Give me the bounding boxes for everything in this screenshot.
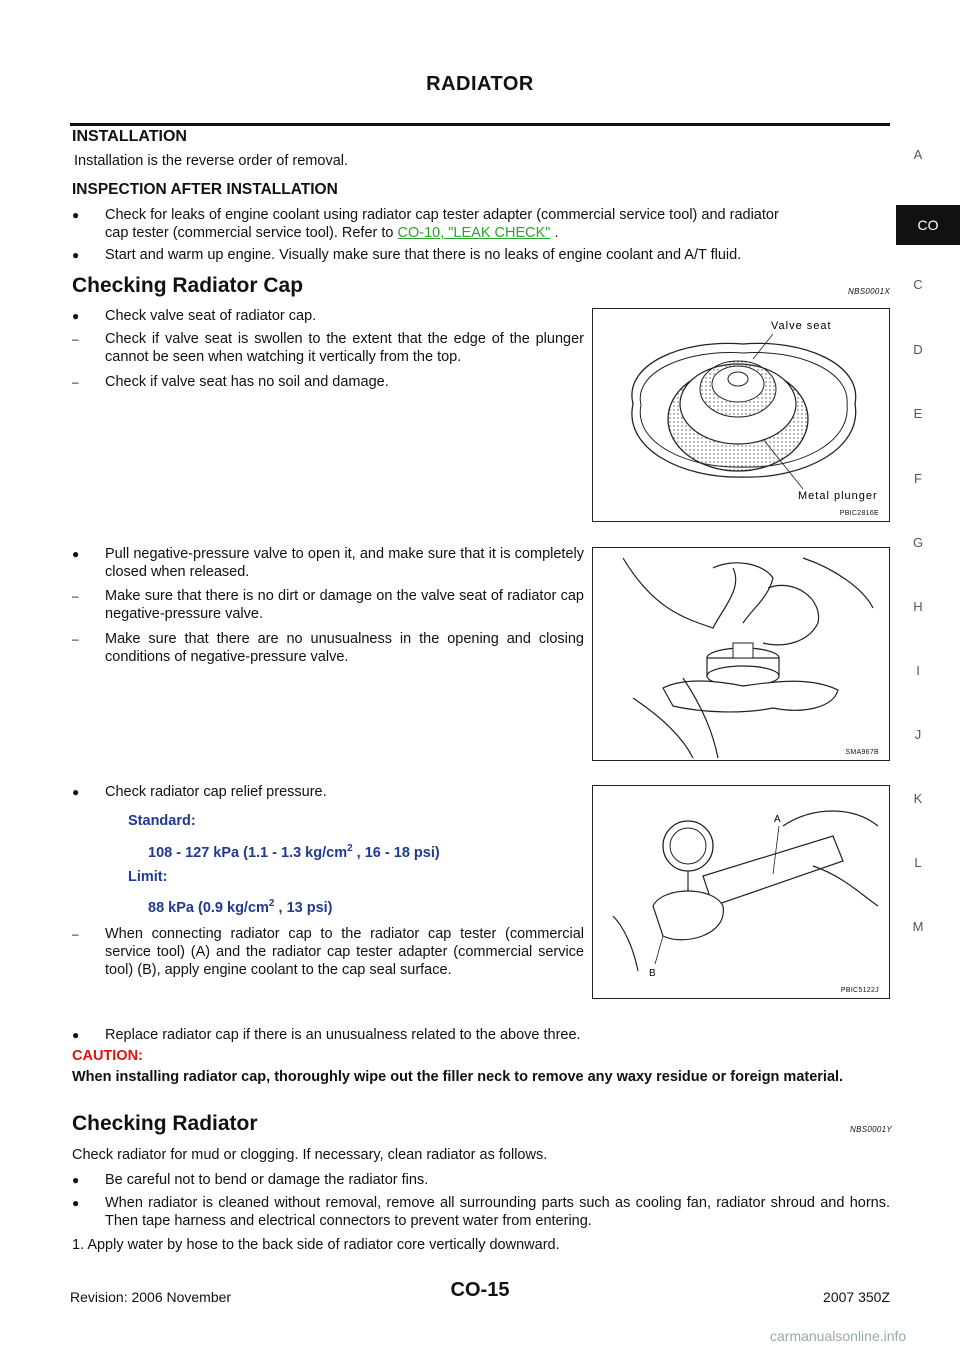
dash-icon: –: [72, 632, 79, 646]
limit-value: 88 kPa (0.9 $kg/cm^2$ , 13 psi): [148, 898, 333, 916]
inspection-bullet-2: ● Start and warm up engine. Visually make sure that there is no leaks of engine coolant and A/T fluid.: [72, 247, 742, 263]
footer-page-number: CO-15: [450, 1279, 510, 1301]
cap-dash-4: – Make sure that there are no unusualness in the opening and closing conditions of negative-pressure valve.: [72, 631, 584, 665]
side-index-a[interactable]: A: [913, 147, 923, 162]
watermark: carmanualsonline.info: [770, 1328, 907, 1344]
dash-icon: –: [72, 332, 79, 346]
bullet-icon: ●: [72, 547, 80, 561]
inspection-bullet-1-line1: Check for leaks of engine coolant using radiator cap tester adapter (commercial service tool) and radiator: [105, 207, 779, 223]
installation-heading: INSTALLATION: [72, 128, 187, 145]
radiator-cap-illustration: [593, 309, 889, 521]
side-index-m[interactable]: M: [912, 919, 924, 934]
caution-text: When installing radiator cap, thoroughly wipe out the filler neck to remove any waxy residue or foreign material.: [72, 1069, 844, 1085]
side-index-f[interactable]: F: [914, 471, 922, 486]
header-rule: [70, 123, 890, 126]
inspection-bullet-1: [72, 206, 890, 246]
limit-label: Limit:: [128, 869, 168, 885]
caution-label: CAUTION:: [72, 1048, 143, 1064]
bullet-icon: ●: [72, 785, 80, 799]
radiator-bullet-1: ● Be careful not to bend or damage the radiator fins.: [72, 1172, 429, 1188]
bullet-icon: ●: [72, 309, 80, 323]
radiator-step-1: 1. Apply water by hose to the back side of radiator core vertically downward.: [72, 1237, 560, 1253]
side-index-l[interactable]: L: [914, 855, 922, 870]
bullet-icon: ●: [72, 1173, 80, 1187]
valve-check-illustration: [593, 548, 889, 760]
inspection-bullet-1-line2: cap tester (commercial service tool). Refer to CO-10, "LEAK CHECK" .: [105, 225, 559, 241]
side-index-k[interactable]: K: [913, 791, 923, 806]
cap-tester-figure: [592, 785, 890, 999]
side-index-c[interactable]: C: [913, 277, 923, 292]
cap-bullet-3: ● Check radiator cap relief pressure.: [72, 784, 327, 800]
cap-section-heading: Checking Radiator Cap: [72, 274, 304, 297]
valve-seat-label: Valve seat: [771, 320, 832, 332]
cap-bullet-2: ● Pull negative-pressure valve to open it, and make sure that it is completely closed when released.: [72, 546, 584, 580]
dash-icon: –: [72, 589, 79, 603]
leak-check-link[interactable]: CO-10, "LEAK CHECK": [397, 225, 551, 241]
radiator-bullet-2: ● When radiator is cleaned without removal, remove all surrounding parts such as cooling fan, radiator shroud and horns. Then tape harness and electrical connectors to prevent water from entering.: [72, 1195, 890, 1229]
footer-revision: Revision: 2006 November: [70, 1289, 232, 1305]
radiator-section-heading: Checking Radiator: [72, 1112, 258, 1135]
cap-dash-3: – Make sure that there is no dirt or damage on the valve seat of radiator cap negative-pressure valve.: [72, 588, 584, 622]
cap-tester-illustration: [593, 786, 889, 998]
page-title: RADIATOR: [426, 73, 534, 95]
cap-section-code: NBS0001X: [848, 287, 890, 296]
cap-dash-5: – When connecting radiator cap to the radiator cap tester (commercial service tool) (A) and the radiator cap tester adapter (commercial service tool) (B), apply engine coolant to the cap seal surface.: [72, 926, 584, 978]
inspection-heading: INSPECTION AFTER INSTALLATION: [72, 181, 338, 198]
standard-label: Standard:: [128, 813, 196, 829]
label-b: B: [649, 968, 656, 979]
side-index-co-active[interactable]: CO: [896, 205, 960, 245]
cap-dash-1: – Check if valve seat is swollen to the extent that the edge of the plunger cannot be seen when watching it vertically from the top.: [72, 331, 584, 365]
metal-plunger-label: Metal plunger: [798, 490, 878, 502]
figure-code: SMA967B: [845, 749, 879, 756]
side-index-g[interactable]: G: [912, 535, 924, 550]
bullet-icon: ●: [72, 208, 80, 222]
bullet-icon: ●: [72, 1196, 80, 1210]
footer-model: 2007 350Z: [823, 1289, 890, 1305]
standard-value: 108 - 127 kPa (1.1 - 1.3 $kg/cm^2$ , 16 - 18 psi): [148, 843, 440, 861]
bullet-icon: ●: [72, 248, 80, 262]
side-index-d[interactable]: D: [913, 342, 923, 357]
figure-code: PBIC2816E: [839, 510, 879, 517]
figure-code: PBIC5122J: [840, 987, 879, 994]
cap-dash-2: – Check if valve seat has no soil and damage.: [72, 374, 389, 390]
side-index-i[interactable]: I: [916, 663, 920, 678]
label-a: A: [774, 814, 781, 825]
dash-icon: –: [72, 927, 79, 941]
bullet-icon: ●: [72, 1028, 80, 1042]
side-index-e[interactable]: E: [913, 406, 923, 421]
cap-bullet-4: ● Replace radiator cap if there is an unusualness related to the above three.: [72, 1027, 581, 1043]
radiator-section-code: NBS0001Y: [850, 1125, 892, 1134]
dash-icon: –: [72, 375, 79, 389]
negative-pressure-valve-figure: [592, 547, 890, 761]
installation-text: Installation is the reverse order of removal.: [74, 153, 349, 169]
radiator-cap-figure: [592, 308, 890, 522]
cap-bullet-1: ● Check valve seat of radiator cap.: [72, 308, 317, 324]
radiator-intro: Check radiator for mud or clogging. If necessary, clean radiator as follows.: [72, 1147, 548, 1163]
side-index-j[interactable]: J: [914, 727, 922, 742]
side-index-h[interactable]: H: [913, 599, 923, 614]
